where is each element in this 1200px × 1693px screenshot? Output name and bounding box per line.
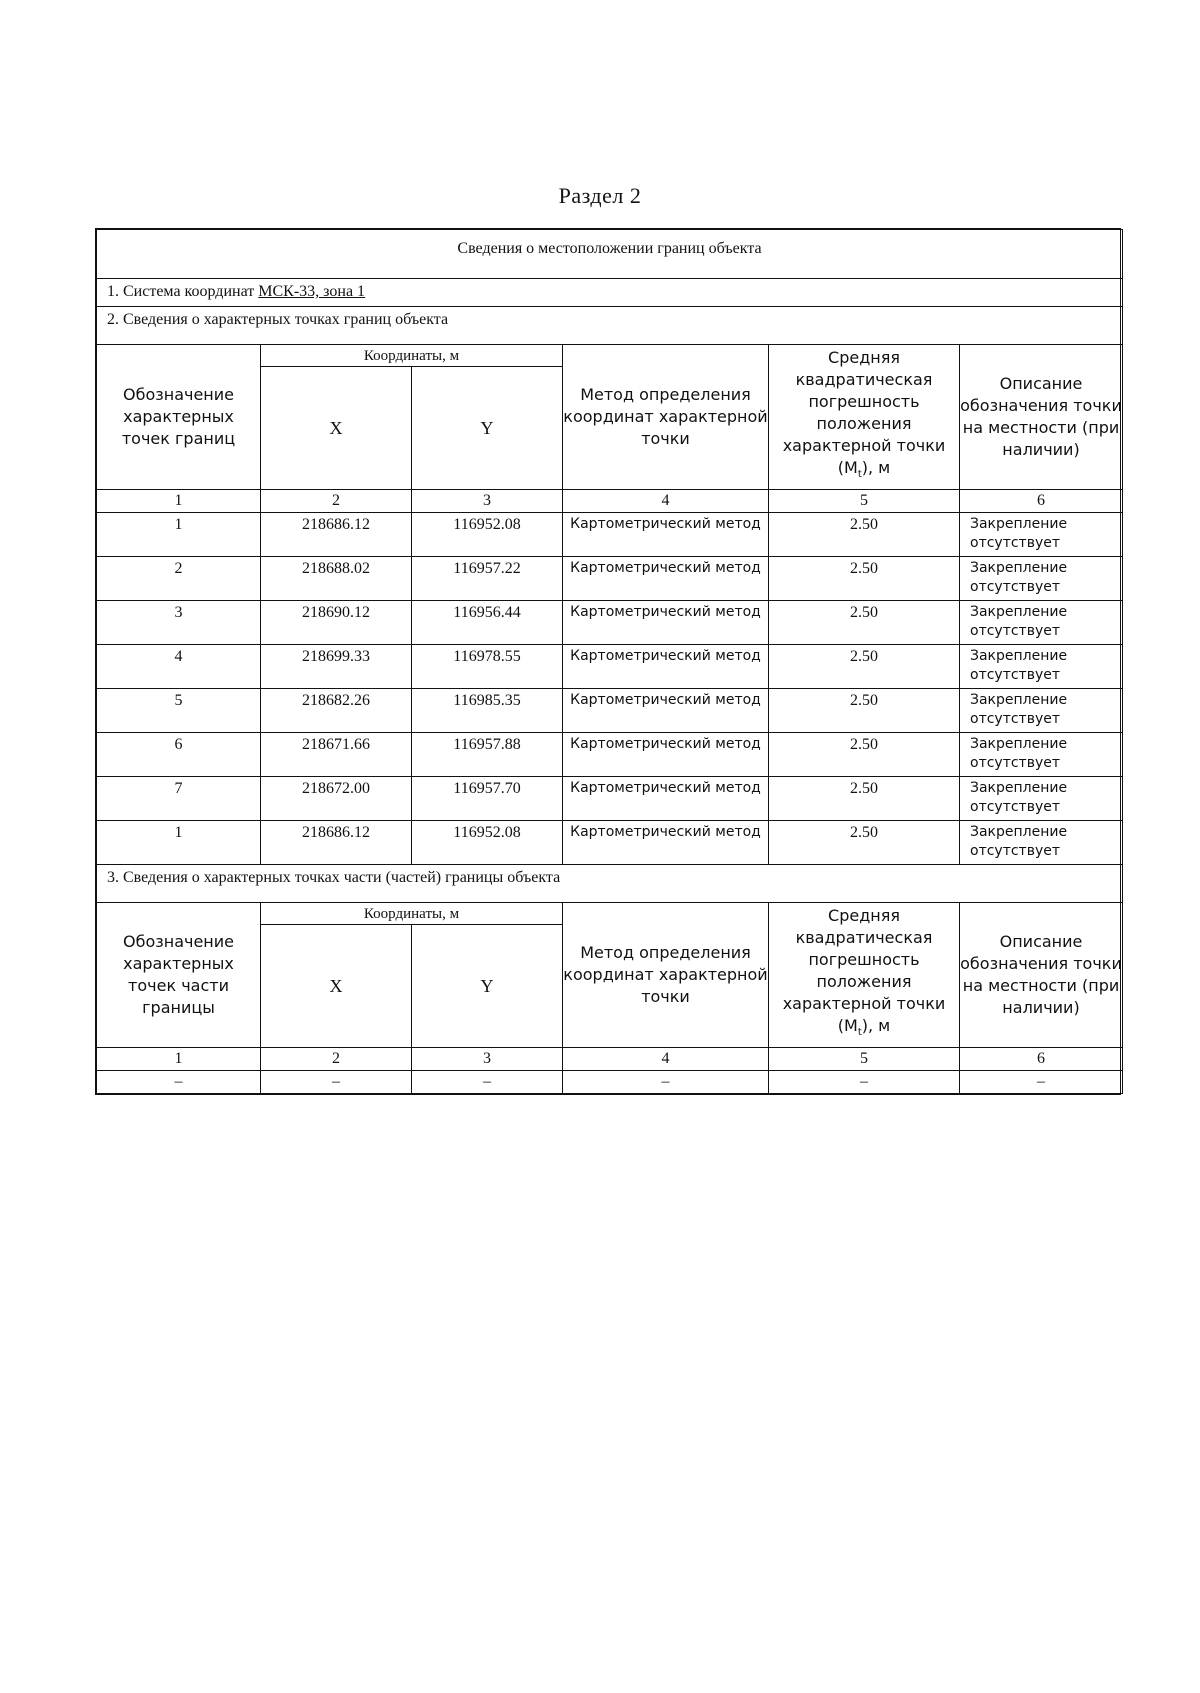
table-row: 5 218682.26 116985.35 Картометрический метод 2.50 Закрепление отсутствует [97,689,1123,733]
hdr-x: X [261,367,412,490]
hdr3-y: Y [412,925,563,1048]
table-row: 4 218699.33 116978.55 Картометрический метод 2.50 Закрепление отсутствует [97,645,1123,689]
hdr3-designation: Обозначение характерных точек части границы [97,903,261,1048]
page-title: Раздел 2 [558,183,642,208]
hdr-description: Описание обозначения точки на местности (при наличии) [960,345,1123,490]
table-caption: Сведения о местоположении границ объекта [97,230,1123,279]
coord-system-label: 1. Система координат [107,283,255,300]
table-row: 1 218686.12 116952.08 Картометрический метод 2.50 Закрепление отсутствует [97,513,1123,557]
hdr3-method: Метод определения координат характерной точки [563,903,769,1048]
hdr-y: Y [412,367,563,490]
table-row: 1 218686.12 116952.08 Картометрический метод 2.50 Закрепление отсутствует [97,821,1123,865]
coord-system-value: МСК-33, зона 1 [258,283,366,300]
column-numbers-row: 1 2 3 4 5 6 [97,1048,1123,1071]
table-row: 6 218671.66 116957.88 Картометрический метод 2.50 Закрепление отсутствует [97,733,1123,777]
coord-system-row [97,279,1123,307]
hdr3-accuracy: Средняя квадратическая погрешность положения характерной точки $(M_t)$, м [769,903,960,1048]
boundary-info-table [95,228,1121,1095]
hdr3-x: X [261,925,412,1048]
table-row: 7 218672.00 116957.70 Картометрический метод 2.50 Закрепление отсутствует [97,777,1123,821]
hdr-designation: Обозначение характерных точек границ [97,345,261,490]
section2-title: 2. Сведения о характерных точках границ объекта [97,307,1123,345]
section3-title: 3. Сведения о характерных точках части (частей) границы объекта [97,865,1123,903]
column-numbers-row: 1 2 3 4 5 6 [97,490,1123,513]
table-row: – – – – – – [97,1071,1123,1094]
hdr3-description: Описание обозначения точки на местности (при наличии) [960,903,1123,1048]
hdr-method: Метод определения координат характерной точки [563,345,769,490]
hdr3-coordinates: Координаты, м [261,903,563,925]
hdr-accuracy: Средняя квадратическая погрешность положения характерной точки $(M_t)$, м [769,345,960,490]
table-row: 3 218690.12 116956.44 Картометрический метод 2.50 Закрепление отсутствует [97,601,1123,645]
table-row: 2 218688.02 116957.22 Картометрический метод 2.50 Закрепление отсутствует [97,557,1123,601]
hdr-coordinates: Координаты, м [261,345,563,367]
